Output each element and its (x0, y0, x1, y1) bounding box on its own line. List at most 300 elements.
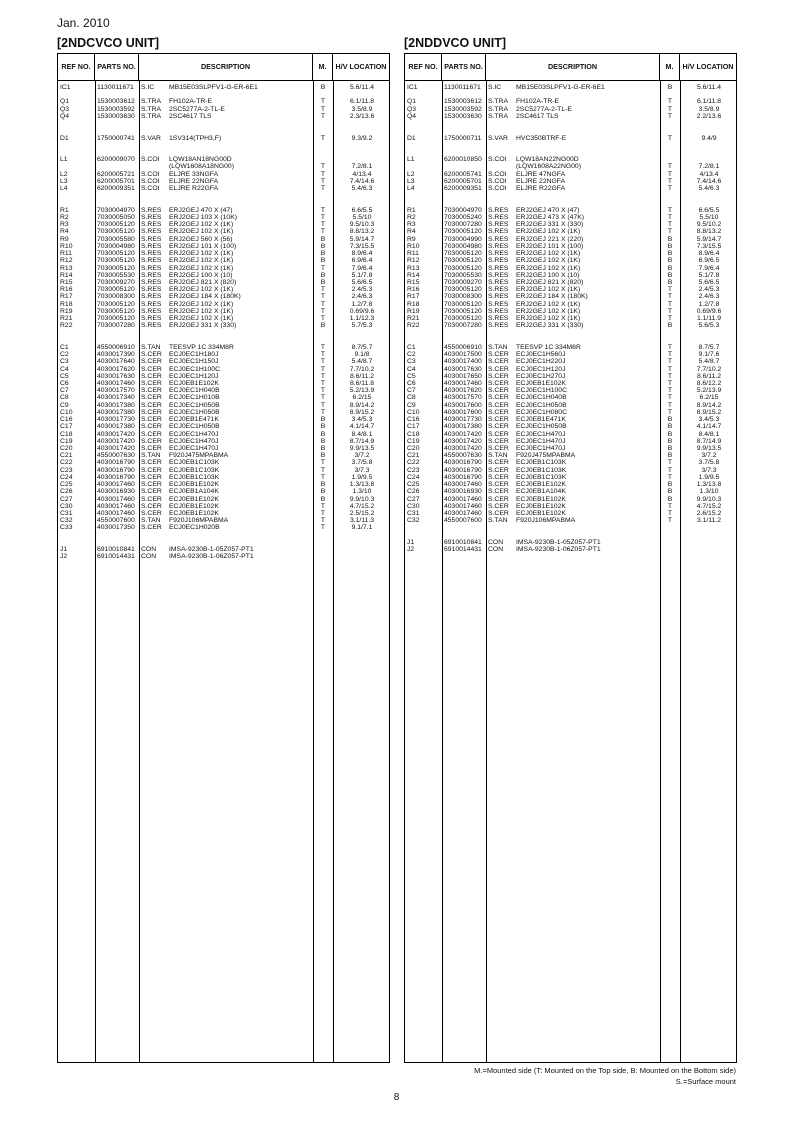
table-row (405, 423, 736, 430)
cell-part: 7030005240 (444, 213, 482, 221)
cell-ref: L3 (60, 177, 68, 185)
cell-m: T (667, 213, 673, 221)
table-row (58, 207, 389, 214)
cell-loc: 2.4/6.3 (698, 293, 720, 301)
table-row (405, 207, 736, 214)
cell-ref: C24 (60, 473, 73, 481)
cell-ref: Q4 (407, 112, 417, 120)
cell-type: S.CER (488, 430, 509, 438)
cell-loc: 9.9/13.5 (696, 445, 722, 452)
cell-desc: ELJRE 22NGFA (169, 177, 219, 185)
table-row (405, 214, 736, 221)
cell-m: T (320, 307, 326, 315)
cell-part: 1130011671 (97, 84, 134, 91)
cell-ref: C24 (407, 473, 420, 481)
cell-loc: 2.3/13.6 (349, 112, 375, 120)
cell-desc: ERJ2GEJ 101 X (100) (516, 242, 584, 250)
cell-loc: 8.6/11.2 (696, 372, 722, 380)
cell-desc: ERJ2GEJ 100 X (10) (516, 271, 580, 279)
cell-desc: ERJ2GEJ 102 X (1K) (516, 315, 581, 323)
cell-ref: C8 (407, 394, 416, 402)
cell-m: T (320, 466, 326, 474)
cell-loc: 9.9/13.5 (349, 445, 375, 452)
table-row (58, 272, 389, 279)
cell-m: B (320, 235, 326, 243)
cell-ref: C16 (407, 416, 420, 424)
cell-loc: 4.7/15.2 (696, 502, 722, 510)
header-loc: H/V LOCATION (682, 62, 734, 71)
cell-m: T (320, 509, 326, 517)
cell-desc: IMSA-9230B-1-06Z057-PT1 (516, 546, 601, 554)
cell-part: 4550006910 (444, 343, 482, 351)
cell-m: B (320, 495, 326, 503)
cell-type: S.RES (488, 228, 509, 236)
cell-loc: 5.6/6.5 (351, 278, 373, 286)
cell-part: 4030017570 (444, 394, 482, 402)
cell-ref: R11 (407, 250, 419, 258)
cell-type: S.CER (488, 372, 509, 380)
cell-part: 6200010850 (444, 156, 482, 164)
cell-desc: ECJ0EC1H180J (169, 351, 219, 359)
table-row (405, 402, 736, 409)
cell-desc: ERJ2GEJ 101 X (100) (169, 242, 237, 250)
cell-part: 4030017460 (97, 509, 135, 517)
cell-type: S.RES (141, 307, 162, 315)
cell-loc: 6.2/15 (699, 394, 719, 402)
cell-type: S.CER (488, 481, 509, 489)
cell-m: B (667, 430, 673, 438)
cell-desc: ECJ0EB1A104K (516, 488, 566, 496)
cell-m: B (667, 242, 673, 250)
table-row (58, 163, 389, 170)
cell-m: T (667, 343, 673, 351)
cell-desc: ECJ0EC1H470J (169, 430, 219, 438)
cell-loc: 8.7/14.9 (349, 437, 375, 445)
cell-type: S.TAN (488, 343, 508, 351)
cell-loc: 5.9/14.7 (696, 235, 722, 243)
cell-desc: ELJRE R22GFA (516, 185, 566, 193)
cell-part: 1130011671 (444, 84, 481, 91)
cell-part: 4030017460 (97, 481, 135, 489)
cell-m: T (320, 177, 326, 185)
cell-type: S.TRA (141, 105, 162, 113)
cell-ref: C22 (60, 459, 73, 467)
header-desc: DESCRIPTION (139, 54, 313, 80)
cell-loc: 7.4/14.6 (696, 177, 722, 185)
cell-ref: C10 (60, 408, 73, 416)
cell-part: 4550007600 (97, 517, 135, 525)
cell-m: T (320, 213, 326, 221)
cell-part: 4030017420 (97, 437, 135, 445)
table-row (58, 496, 389, 503)
cell-type: S.RES (141, 206, 162, 214)
cell-desc: ERJ2GEJ 221 X (220) (516, 235, 584, 243)
table-row (405, 301, 736, 308)
cell-m: B (320, 437, 326, 445)
header-loc: H/V LOCATION (335, 62, 387, 71)
cell-m: T (320, 293, 326, 301)
table-row (58, 431, 389, 438)
table-row (405, 279, 736, 286)
cell-ref: C33 (60, 524, 73, 532)
cell-desc: ECJ0EC1H270J (516, 372, 566, 380)
table-row (405, 366, 736, 373)
cell-desc: ERJ2GEJ 103 X (10K) (169, 213, 237, 221)
cell-part: 7030008300 (97, 293, 135, 301)
table-row (405, 322, 736, 329)
cell-m: T (320, 286, 326, 294)
cell-desc: ECJ0EB1E102K (516, 495, 566, 503)
cell-m: B (667, 445, 673, 452)
cell-ref: R22 (60, 322, 73, 330)
cell-part: 4030017340 (97, 394, 135, 402)
cell-desc: ERJ2GEJ 102 X (1K) (516, 257, 581, 265)
cell-loc: 8.7/5.7 (698, 343, 720, 351)
cell-ref: C21 (407, 452, 420, 460)
table-row (405, 171, 736, 178)
cell-desc: ECJ0EC1H470J (516, 430, 566, 438)
cell-type: S.RES (488, 271, 509, 279)
cell-loc: 3.4/5.3 (698, 416, 720, 424)
table-row (405, 452, 736, 459)
cell-part: 4030017650 (444, 372, 482, 380)
cell-desc: LQW18AN18NG00D (169, 156, 232, 164)
cell-part: 7030005530 (444, 271, 482, 279)
table-row (405, 286, 736, 293)
cell-part: 6910010841 (444, 538, 482, 546)
cell-desc: ERJ2GEJ 102 X (1K) (516, 264, 581, 272)
cell-loc: 1.3/13.8 (349, 481, 375, 489)
cell-loc: 2.4/5.3 (698, 286, 720, 294)
cell-type: S.IC (488, 84, 502, 91)
table-row (58, 358, 389, 365)
cell-type: S.VAR (488, 134, 508, 142)
cell-ref: J2 (60, 553, 68, 561)
header-parts: PARTS NO. (95, 54, 139, 80)
cell-ref: C27 (60, 495, 73, 503)
cell-part: 7030005120 (444, 286, 482, 294)
cell-desc: ELJRE 33NGFA (169, 170, 219, 178)
cell-type: CON (141, 553, 157, 561)
table-row (58, 228, 389, 235)
cell-desc: ECJ0EB1E102K (169, 380, 219, 388)
cell-m: T (667, 358, 673, 366)
header-ref: REF NO. (58, 54, 95, 80)
cell-loc: 5.6/6.5 (698, 278, 720, 286)
cell-ref: C8 (60, 394, 69, 402)
cell-desc: LQW18AN22NG00D (516, 156, 579, 164)
cell-desc: ERJ2GEJ 331 X (330) (516, 221, 584, 229)
cell-part: 1530003630 (444, 112, 482, 120)
cell-desc: (LQW1608A22NG00) (516, 163, 581, 171)
cell-loc: 8.9/6.4 (698, 250, 720, 258)
table-row (405, 387, 736, 394)
table-row (58, 438, 389, 445)
cell-part: 7030004970 (97, 206, 135, 214)
cell-m: T (320, 221, 326, 229)
cell-ref: C20 (407, 445, 420, 452)
cell-ref: C7 (60, 387, 69, 395)
cell-loc: 7.7/10.2 (696, 365, 722, 373)
cell-loc: 8.8/13.2 (349, 228, 375, 236)
cell-part: 4030016790 (444, 459, 482, 467)
cell-loc: 9.4/9 (701, 134, 717, 142)
cell-loc: 8.9/14.2 (349, 401, 375, 409)
cell-m: T (667, 408, 673, 416)
table-row (405, 221, 736, 228)
table-row (58, 322, 389, 329)
cell-ref: C32 (60, 517, 73, 525)
cell-ref: L2 (60, 170, 68, 178)
table-row (405, 178, 736, 185)
cell-ref: Q3 (60, 105, 70, 113)
cell-m: B (667, 271, 673, 279)
cell-loc: 5.1/7.8 (698, 271, 720, 279)
cell-loc: 3.7/5.8 (698, 459, 720, 467)
cell-m: T (667, 185, 673, 193)
cell-part: 4030017570 (97, 387, 135, 395)
cell-type: S.RES (488, 213, 509, 221)
table-row (58, 474, 389, 481)
cell-type: S.TAN (141, 517, 161, 525)
cell-ref: C2 (60, 351, 69, 359)
cell-m: B (667, 257, 673, 265)
cell-type: S.RES (488, 300, 509, 308)
cell-type: S.COI (488, 177, 507, 185)
cell-desc: IMSA-9230B-1-05Z057-PT1 (169, 546, 254, 554)
cell-ref: C30 (407, 502, 420, 510)
cell-ref: R22 (407, 322, 420, 330)
cell-m: B (320, 257, 326, 265)
table-row (405, 84, 736, 91)
cell-m: B (667, 437, 673, 445)
cell-m: B (320, 452, 326, 460)
cell-ref: D1 (60, 134, 69, 142)
cell-loc: 2.6/15.2 (696, 509, 722, 517)
cell-m: T (320, 365, 326, 373)
cell-ref: C17 (407, 423, 420, 431)
cell-loc: 9.1/7.1 (351, 524, 373, 532)
cell-ref: C5 (60, 372, 69, 380)
cell-desc: ECJ0EB1E102K (516, 380, 566, 388)
cell-loc: 3.1/11.2 (696, 517, 722, 525)
cell-loc: 0.69/9.6 (696, 307, 722, 315)
table-row (405, 315, 736, 322)
cell-desc: ERJ2GEJ 470 X (47) (169, 206, 233, 214)
cell-part: 4030017460 (444, 481, 482, 489)
cell-loc: 8.9/14.2 (696, 401, 722, 409)
cell-m: B (667, 322, 673, 330)
cell-loc: 3/7.3 (701, 466, 717, 474)
cell-m: T (667, 380, 673, 388)
cell-type: S.CER (141, 380, 162, 388)
cell-type: S.CER (488, 509, 509, 517)
table-row (405, 517, 736, 524)
cell-ref: Q1 (407, 98, 417, 106)
cell-m: T (320, 394, 326, 402)
cell-m: B (667, 452, 673, 460)
table-row (58, 236, 389, 243)
cell-m: B (667, 278, 673, 286)
cell-desc: 2SC5277A-2-TL-E (516, 105, 572, 113)
cell-loc: 5.4/6.3 (351, 185, 373, 193)
cell-ref: IC1 (60, 84, 71, 91)
cell-loc: 7.3/15.5 (696, 242, 722, 250)
cell-ref: J1 (407, 538, 415, 546)
cell-ref: C31 (407, 509, 420, 517)
cell-part: 4030017400 (444, 358, 482, 366)
cell-part: 4030016790 (444, 466, 482, 474)
cell-part: 7030005120 (97, 307, 135, 315)
cell-desc: IMSA-9230B-1-05Z057-PT1 (516, 538, 601, 546)
cell-part: 4030017390 (97, 351, 135, 359)
cell-ref: C25 (407, 481, 420, 489)
cell-m: T (667, 459, 673, 467)
cell-ref: C26 (407, 488, 420, 496)
cell-type: S.RES (488, 293, 509, 301)
cell-loc: 3/7.2 (354, 452, 370, 460)
cell-desc: 1SV314(TPH3,F) (169, 134, 222, 142)
cell-desc: ECJ0EC1H050B (516, 423, 567, 431)
cell-type: S.RES (488, 315, 509, 323)
cell-loc: 6.1/11.8 (696, 98, 722, 106)
cell-part: 4030017380 (444, 423, 482, 431)
cell-part: 6200005701 (97, 177, 135, 185)
cell-desc: 2SC4617 TLS (516, 112, 559, 120)
cell-part: 4030017420 (97, 430, 135, 438)
cell-type: S.CER (141, 351, 162, 359)
cell-loc: 7.9/6.4 (698, 264, 720, 272)
cell-desc: ERJ2GEJ 102 X (1K) (169, 228, 234, 236)
cell-loc: 1.9/9.5 (351, 473, 373, 481)
cell-desc: 2SC4617 TLS (169, 112, 212, 120)
cell-part: 4030017460 (444, 509, 482, 517)
cell-m: T (667, 466, 673, 474)
cell-part: 4030017630 (97, 372, 135, 380)
cell-m: B (667, 423, 673, 431)
table-row (405, 467, 736, 474)
cell-part: 4030017640 (97, 358, 135, 366)
footnote-surface-mount: S.=Surface mount (675, 1077, 736, 1086)
cell-type: S.CER (141, 430, 162, 438)
cell-loc: 4.1/14.7 (696, 423, 722, 431)
cell-desc: FH102A-TR-E (516, 98, 560, 106)
cell-type: S.CER (141, 473, 162, 481)
cell-type: S.TRA (488, 98, 509, 106)
table-row (58, 243, 389, 250)
cell-type: S.CER (141, 358, 162, 366)
cell-desc: ERJ2GEJ 331 X (330) (516, 322, 584, 330)
cell-ref: R2 (60, 213, 69, 221)
cell-loc: 8.9/15.2 (696, 408, 722, 416)
cell-loc: 3.4/5.3 (351, 416, 373, 424)
cell-ref: L1 (407, 156, 415, 164)
cell-part: 4030017350 (97, 524, 135, 532)
cell-loc: 1.9/9.5 (698, 473, 720, 481)
header-date: Jan. 2010 (57, 16, 110, 30)
cell-part: 7030005120 (97, 315, 135, 323)
cell-type: CON (488, 538, 504, 546)
cell-desc: F920J106MPABMA (169, 517, 229, 525)
table-row (405, 539, 736, 546)
cell-part: 7030005120 (444, 257, 482, 265)
cell-part: 7030005120 (97, 264, 135, 272)
cell-loc: 6.2/15 (352, 394, 372, 402)
cell-type: S.TRA (488, 112, 509, 120)
cell-m: T (667, 105, 673, 113)
cell-desc: HVC350BTRF-E (516, 134, 567, 142)
cell-m: T (667, 307, 673, 315)
cell-desc: TEESVP 1C 334M8R (169, 343, 234, 351)
cell-part: 4030017460 (97, 495, 135, 503)
cell-part: 6910010841 (97, 546, 135, 554)
cell-type: S.CER (488, 408, 509, 416)
cell-ref: C23 (60, 466, 73, 474)
cell-ref: C22 (407, 459, 420, 467)
cell-m: T (320, 502, 326, 510)
cell-loc: 1.3/10 (699, 488, 719, 496)
cell-ref: R15 (60, 278, 73, 286)
cell-desc: ECJ0EC1H470J (516, 437, 566, 445)
cell-ref: R16 (407, 286, 420, 294)
cell-m: T (320, 105, 326, 113)
cell-m: T (320, 372, 326, 380)
cell-type: S.CER (488, 466, 509, 474)
cell-loc: 8.9/6.4 (351, 250, 373, 258)
cell-desc: ECJ0EC1H220J (516, 358, 566, 366)
table-row (58, 373, 389, 380)
cell-part: 7030004980 (97, 242, 135, 250)
table-row (58, 214, 389, 221)
cell-part: 4030017460 (97, 502, 135, 510)
cell-type: S.RES (488, 286, 509, 294)
table-row (405, 474, 736, 481)
cell-ref: R18 (60, 300, 73, 308)
cell-desc: ERJ2GEJ 102 X (1K) (516, 300, 581, 308)
cell-part: 4030017460 (444, 502, 482, 510)
cell-part: 7030005120 (444, 250, 482, 258)
table-row (405, 510, 736, 517)
cell-m: T (667, 401, 673, 409)
cell-type: S.RES (141, 278, 162, 286)
cell-type: S.CER (488, 437, 509, 445)
cell-ref: C4 (407, 365, 416, 373)
cell-part: 7030008300 (444, 293, 482, 301)
cell-desc: ERJ2GEJ 102 X (1K) (516, 228, 581, 236)
cell-desc: ECJ0EC1H050B (516, 401, 567, 409)
cell-m: T (667, 372, 673, 380)
cell-ref: C3 (407, 358, 416, 366)
table-row (58, 459, 389, 466)
cell-part: 4030017460 (444, 380, 482, 388)
cell-type: S.CER (141, 445, 162, 452)
table-row (58, 250, 389, 257)
cell-type: S.COI (488, 170, 507, 178)
cell-loc: 5.2/13.9 (696, 387, 722, 395)
table-row (405, 496, 736, 503)
table-row (58, 315, 389, 322)
cell-loc: 2.4/6.3 (351, 293, 373, 301)
cell-part: 4030016790 (444, 473, 482, 481)
cell-desc: ECJ0EC1H100C (169, 365, 220, 373)
cell-ref: R12 (407, 257, 420, 265)
cell-type: S.RES (141, 213, 162, 221)
table-row (58, 394, 389, 401)
cell-desc: ECJ0EC1H040B (516, 394, 567, 402)
cell-ref: R17 (60, 293, 73, 301)
cell-m: T (667, 206, 673, 214)
cell-loc: 3/7.2 (701, 452, 717, 460)
